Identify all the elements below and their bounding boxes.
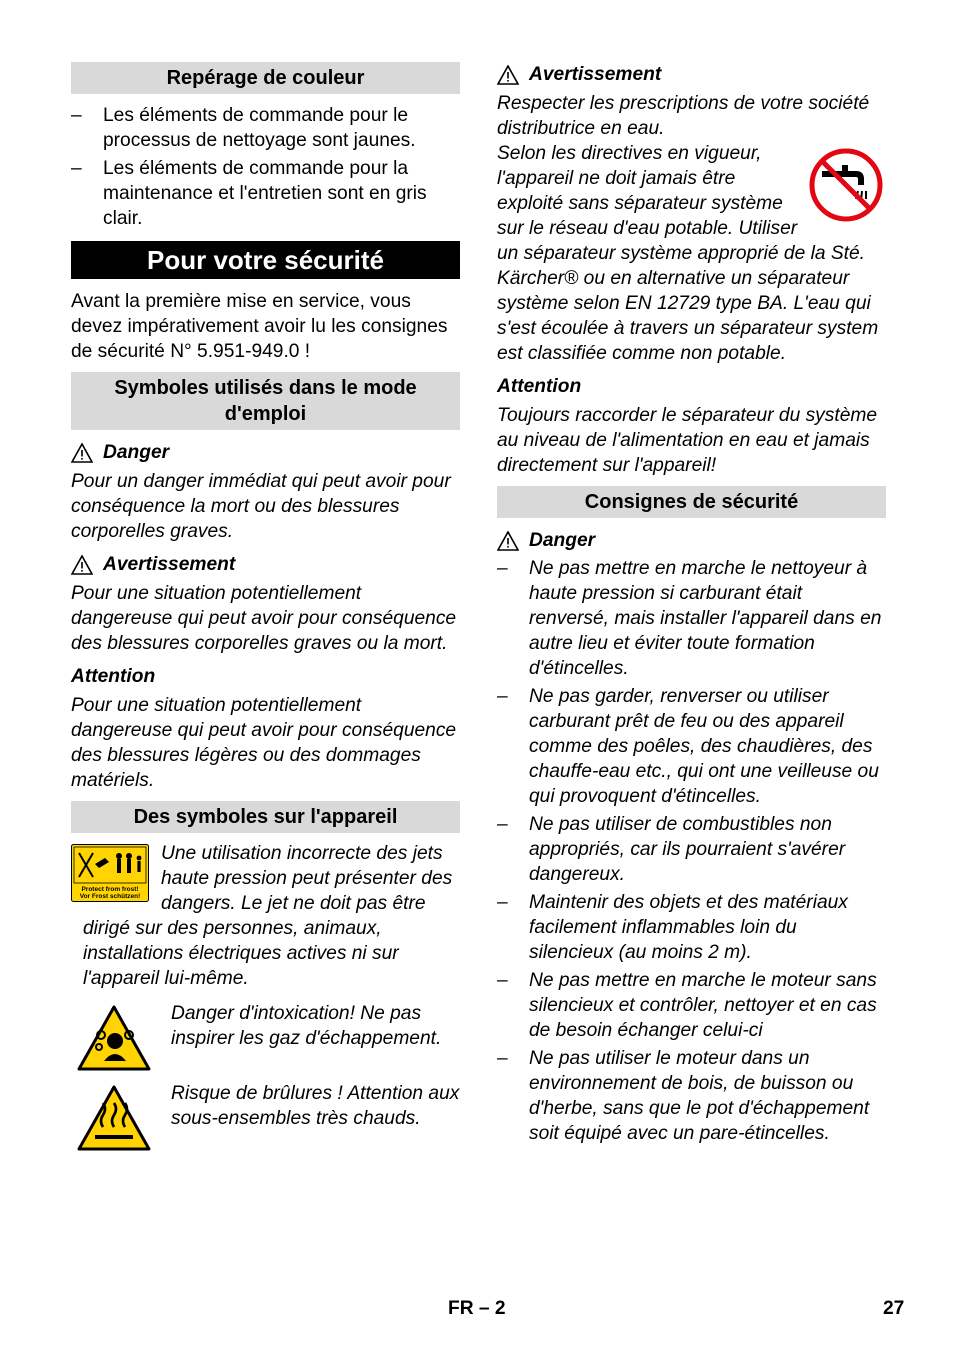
- intoxication-warning-icon: [71, 1001, 171, 1077]
- jet-text: Une utilisation incorrecte des jets haute pression peut présenter des dangers. Le jet ne doit pas être dirigé sur des personnes, animaux, installations électriques actives ni sur l'appareil lui-même.: [83, 843, 453, 989]
- danger-heading: Danger: [71, 440, 460, 465]
- warning-text: Pour une situation potentiellement dangereuse qui peut avoir pour conséquence des blessures corporelles graves ou la mort.: [71, 583, 457, 654]
- dash-bullet: –: [71, 105, 82, 126]
- section-heading-safety: Consignes de sécurité: [497, 486, 886, 518]
- list-item: – Les éléments de commande pour le processus de nettoyage sont jaunes.: [71, 105, 416, 151]
- section-heading-symbols: Symboles utilisés dans le mode d'emploi: [71, 372, 460, 430]
- color-list: [71, 103, 460, 231]
- jet-label-line1: Protect from frost!: [81, 886, 139, 893]
- attention-text: Pour une situation potentiellement dangereuse qui peut avoir pour conséquence des blessures légères ou des dommages matériels.: [71, 695, 457, 791]
- right-column: [497, 62, 886, 1146]
- water-text-1: Respecter les prescriptions de votre société distributrice en eau.: [497, 93, 870, 139]
- dash-bullet: –: [497, 970, 508, 991]
- list-item: – Maintenir des objets et des matériaux facilement inflammables loin du silencieux (au moins 2 m).: [497, 892, 848, 963]
- attention-heading: Attention: [497, 376, 582, 397]
- danger-heading: Danger: [497, 528, 886, 553]
- burn-text: Risque de brûlures ! Attention aux sous-ensembles très chauds.: [171, 1083, 460, 1129]
- warning-triangle-icon: [497, 531, 519, 551]
- intoxication-block: [71, 1001, 460, 1077]
- dash-bullet: –: [497, 1048, 508, 1069]
- attention-heading: Attention: [71, 666, 156, 687]
- left-column: [71, 62, 460, 1157]
- safety-intro: Avant la première mise en service, vous devez impérativement avoir lu les consignes de sécurité N° 5.951-949.0 !: [71, 291, 448, 362]
- section-heading-device-symbols: Des symboles sur l'appareil: [71, 801, 460, 833]
- dash-bullet: –: [497, 558, 508, 579]
- list-item: – Les éléments de commande pour la maintenance et l'entretien sont en gris clair.: [71, 158, 427, 229]
- footer-language-page: FR – 2: [448, 1298, 506, 1319]
- warning-triangle-icon: [71, 443, 93, 463]
- warning-heading: Avertissement: [71, 552, 460, 577]
- burn-block: [71, 1081, 460, 1157]
- warning-heading: Avertissement: [497, 62, 886, 87]
- water-text-2: Selon les directives en vigueur, l'appareil ne doit jamais être exploité sans séparateur système sur le réseau d'eau potable. Utiliser un séparateur système approprié de la Sté. Kärcher® ou en alternative un séparateur système selon EN 12729 type BA. L'eau qui s'est écoulée à travers un séparateur system est classifiée comme non potable.: [497, 143, 879, 364]
- list-item: – Ne pas utiliser le moteur dans un environnement de bois, de buisson ou d'herbe, sans que le pot d'échappement soit équipé avec un pare-étincelles.: [497, 1048, 870, 1144]
- danger-list: [497, 556, 886, 1146]
- list-item: – Ne pas mettre en marche le moteur sans silencieux et contrôler, nettoyer et en cas de besoin échanger celui-ci: [497, 970, 877, 1041]
- dash-bullet: –: [497, 686, 508, 707]
- jet-warning-label-icon: [71, 844, 149, 902]
- warning-triangle-icon: [71, 555, 93, 575]
- list-item: – Ne pas utiliser de combustibles non appropriés, car ils pourraient s'avérer dangereux.: [497, 814, 846, 885]
- dash-bullet: –: [497, 814, 508, 835]
- dash-bullet: –: [71, 158, 82, 179]
- no-drinking-water-icon: [808, 147, 884, 223]
- danger-text: Pour un danger immédiat qui peut avoir pour conséquence la mort ou des blessures corporelles graves.: [71, 471, 451, 542]
- safety-title: Pour votre sécurité: [71, 241, 460, 279]
- jet-warning-block: [71, 841, 460, 991]
- intox-text: Danger d'intoxication! Ne pas inspirer les gaz d'échappement.: [171, 1003, 442, 1049]
- dash-bullet: –: [497, 892, 508, 913]
- warning-triangle-icon: [497, 65, 519, 85]
- jet-label-line2: Vor Frost schützen!: [79, 893, 141, 900]
- list-item: – Ne pas mettre en marche le nettoyeur à haute pression si carburant était renversé, mais installer l'appareil dans en autre lieu et éviter toute formation d'étincelles.: [497, 558, 882, 679]
- hot-surface-warning-icon: [71, 1081, 171, 1157]
- list-item: – Ne pas garder, renverser ou utiliser carburant prêt de feu ou des appareil comme des poêles, des chaudières, des chauffe-eau etc., qui ont une veilleuse ou qui provoquent d'étincelles.: [497, 686, 879, 807]
- attention-text: Toujours raccorder le séparateur du système au niveau de l'alimentation en eau et jamais directement sur l'appareil!: [497, 405, 878, 476]
- section-heading-color: Repérage de couleur: [71, 62, 460, 94]
- footer-page-number: 27: [883, 1298, 905, 1319]
